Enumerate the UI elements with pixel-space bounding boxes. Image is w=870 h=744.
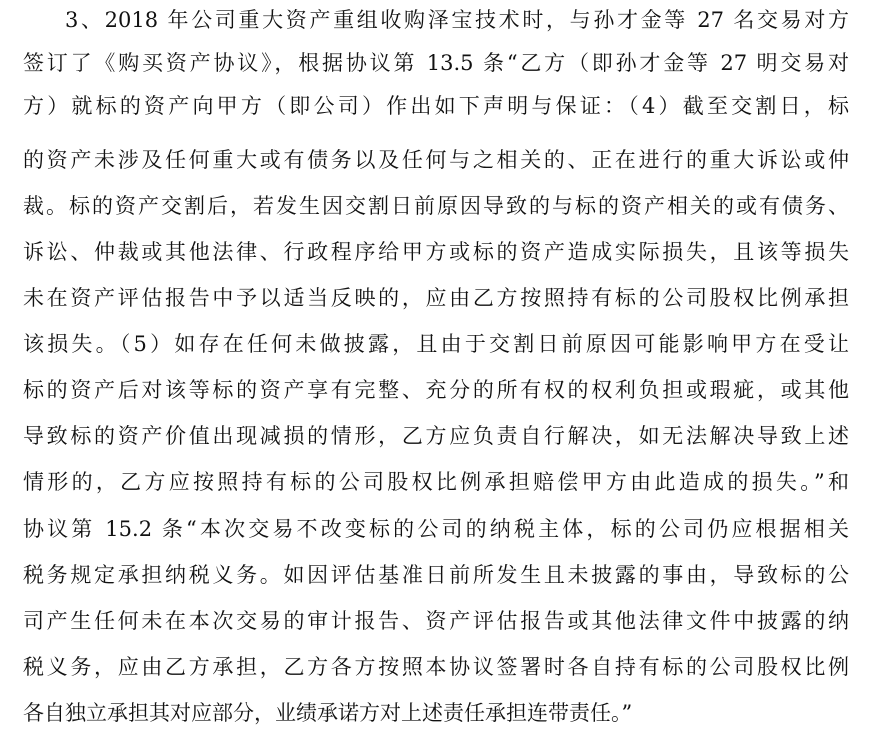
paragraph-line: 税务规定承担纳税义务。如因评估基准日前所发生且未披露的事由，导致标的公 (23, 563, 849, 587)
paragraph-line: 裁。标的资产交割后，若发生因交割日前原因导致的与标的资产相关的或有债务、 (23, 194, 849, 218)
paragraph-line: 方）就标的资产向甲方（即公司）作出如下声明与保证：（4）截至交割日，标 (23, 94, 849, 118)
paragraph-line: 签订了《购买资产协议》，根据协议第 13.5 条“乙方（即孙才金等 27 明交易对 (23, 51, 849, 75)
paragraph-line: 税义务，应由乙方承担，乙方各方按照本协议签署时各自持有标的公司股权比例 (23, 655, 849, 679)
paragraph-line: 标的资产后对该等标的资产享有完整、充分的所有权的权利负担或瑕疵，或其他 (23, 378, 849, 402)
paragraph-line: 司产生任何未在本次交易的审计报告、资产评估报告或其他法律文件中披露的纳 (23, 609, 849, 633)
paragraph-line: 协议第 15.2 条“本次交易不改变标的公司的纳税主体，标的公司仍应根据相关 (23, 517, 849, 541)
paragraph-line: 的资产未涉及任何重大或有债务以及任何与之相关的、正在进行的重大诉讼或仲 (23, 148, 849, 172)
paragraph-line: 该损失。（5）如存在任何未做披露，且由于交割日前原因可能影响甲方在受让 (23, 332, 849, 356)
paragraph-line: 诉讼、仲裁或其他法律、行政程序给甲方或标的资产造成实际损失，且该等损失 (23, 240, 849, 264)
paragraph-line: 未在资产评估报告中予以适当反映的，应由乙方按照持有标的公司股权比例承担 (23, 286, 849, 310)
paragraph-line: 3、2018 年公司重大资产重组收购泽宝技术时，与孙才金等 27 名交易对方 (65, 8, 849, 32)
paragraph-line: 各自独立承担其对应部分，业绩承诺方对上述责任承担连带责任。” (23, 701, 633, 725)
paragraph-line: 导致标的资产价值出现减损的情形，乙方应负责自行解决，如无法解决导致上述 (23, 424, 849, 448)
paragraph-line: 情形的，乙方应按照持有标的公司股权比例承担赔偿甲方由此造成的损失。”和 (23, 470, 849, 494)
